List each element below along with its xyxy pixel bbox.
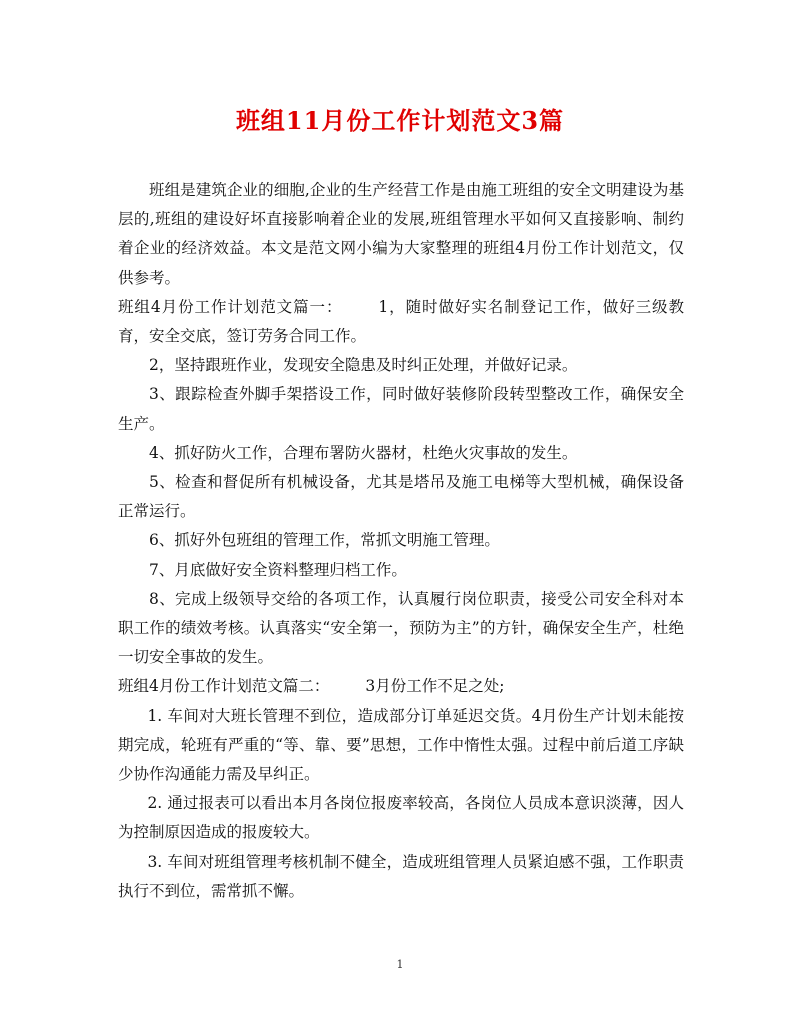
section-2-first-item: 3月份工作不足之处; xyxy=(365,677,505,696)
section-2-heading: 班组4月份工作计划范文篇二： xyxy=(118,677,330,696)
page-number: 1 xyxy=(396,958,404,971)
section-1-item: 5、检查和督促所有机械设备，尤其是塔吊及施工电梯等大型机械，确保设备正常运行。 xyxy=(118,473,684,521)
section-1-item: 7、月底做好安全资料整理归档工作。 xyxy=(149,560,407,579)
section-1-item: 8、完成上级领导交给的各项工作，认真履行岗位职责，接受公司安全科对本职工作的绩效考核。认真落实“安全第一，预防为主”的方针，确保安全生产，杜绝一切安全事故的发生。 xyxy=(118,589,684,667)
section-1-item: 4、抓好防火工作，合理布署防火器材，杜绝火灾事故的发生。 xyxy=(149,443,578,462)
section-1-first-item: 1，随时做好实名制登记工作，做好三级教育，安全交底，签订劳务合同工作。 xyxy=(118,297,684,346)
section-1-item: 6、抓好外包班组的管理工作，常抓文明施工管理。 xyxy=(149,531,500,550)
section-1-paragraph xyxy=(118,293,684,351)
document-title: 班组11月份工作计划范文3篇 xyxy=(235,106,565,135)
section-1-item: 3、跟踪检查外脚手架搭设工作，同时做好装修阶段转型整改工作，确保安全生产。 xyxy=(118,385,684,433)
section-1-heading: 班组4月份工作计划范文篇一： xyxy=(118,297,343,316)
section-1-item: 2，坚持跟班作业，发现安全隐患及时纠正处理，并做好记录。 xyxy=(149,356,578,375)
intro-paragraph: 班组是建筑企业的细胞,企业的生产经营工作是由施工班组的安全文明建设为基层的,班组的建设好坏直接影响着企业的发展,班组管理水平如何又直接影响、制约着企业的经济效益。本文是范文网小编为大家整理的班组4月份工作计划范文，仅供参考。 xyxy=(118,181,684,287)
section-2-paragraph xyxy=(118,672,684,701)
section-2-item: 2. 通过报表可以看出本月各岗位报废率较高，各岗位人员成本意识淡薄，因人为控制原因造成的报废较大。 xyxy=(118,794,684,842)
section-2-item: 3. 车间对班组管理考核机制不健全，造成班组管理人员紧迫感不强，工作职责执行不到位，需常抓不懈。 xyxy=(118,852,684,900)
document-body xyxy=(118,176,684,906)
section-2-item: 1. 车间对大班长管理不到位，造成部分订单延迟交货。4月份生产计划未能按期完成，轮班有严重的“等、靠、要”思想，工作中惰性太强。过程中前后道工序缺少协作沟通能力需及早纠正。 xyxy=(118,706,684,784)
